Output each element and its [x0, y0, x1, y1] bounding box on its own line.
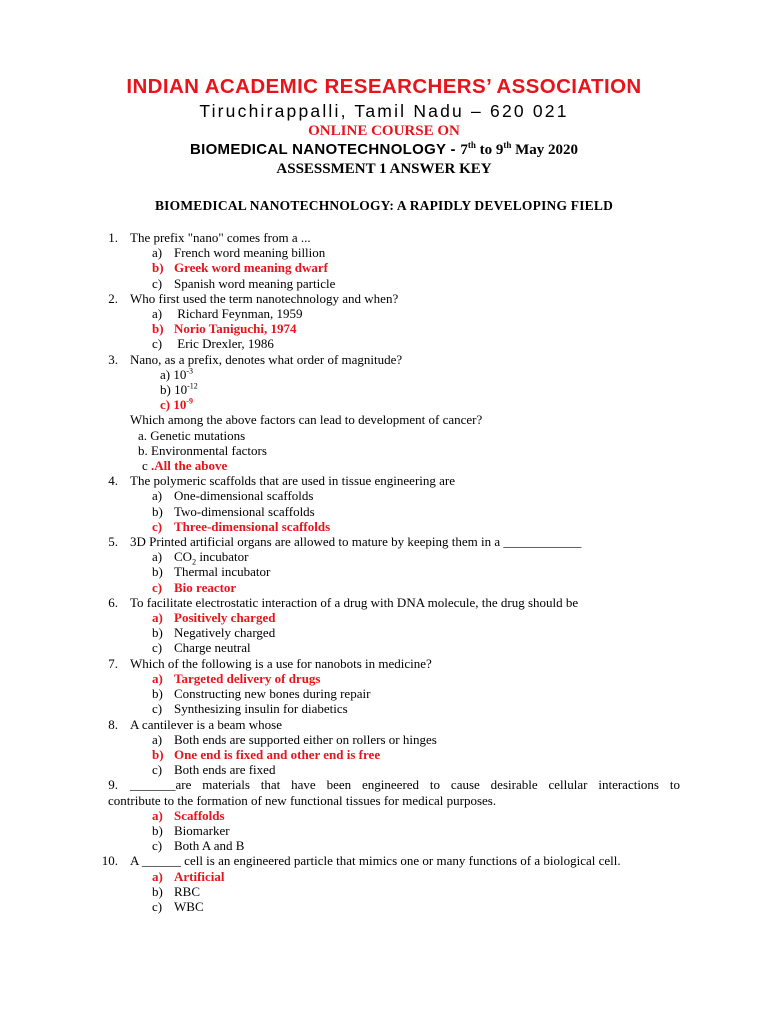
assessment-title: ASSESSMENT 1 ANSWER KEY: [276, 161, 492, 177]
question-number: 1.: [108, 230, 118, 245]
question-number: 2.: [108, 290, 118, 306]
answer-option: [130, 823, 680, 838]
question-text: _______are materials that have been engineered to cause desirable cellular interactions to: [130, 777, 680, 793]
option-text: WBC: [174, 898, 204, 914]
answer-option: [130, 336, 680, 351]
option-text: One-dimensional scaffolds: [174, 488, 314, 504]
option-text: Biomarker: [174, 822, 230, 838]
option-label: a): [152, 245, 163, 261]
option-text: Artificial: [174, 868, 225, 884]
option-text: Two-dimensional scaffolds: [174, 503, 315, 519]
option-text: Both ends are fixed: [174, 762, 276, 778]
option-label: b): [152, 564, 163, 580]
question-number: 10.: [101, 853, 118, 869]
option-text: Targeted delivery of drugs: [174, 670, 321, 686]
correct-answer-option: [130, 397, 680, 412]
option-label: b): [152, 625, 163, 641]
option-label: c): [152, 838, 163, 854]
option-label: b): [152, 503, 163, 519]
option-label: a): [152, 549, 163, 565]
option-exponent: -12: [187, 381, 198, 391]
correct-answer-option: [130, 610, 680, 625]
answer-option: [130, 732, 680, 747]
question: [108, 352, 680, 413]
option-label: a): [152, 670, 163, 686]
answer-option: [130, 899, 680, 914]
option-label: a) 10: [160, 366, 187, 382]
option-text: Positively charged: [174, 610, 276, 626]
question-text-continued: contribute to the formation of new functional tissues for medical purposes.: [108, 792, 497, 808]
course-title: BIOMEDICAL NANOTECHNOLOGY - 7th to 9th May 2020: [189, 140, 579, 158]
option-text-tail: incubator: [196, 549, 249, 565]
option-label: c): [152, 579, 163, 595]
option-label: c) 10: [160, 397, 187, 413]
answer-option: [130, 504, 680, 519]
option-text: Synthesizing insulin for diabetics: [174, 701, 348, 717]
question: [108, 595, 680, 656]
answer-option: [130, 564, 680, 579]
option-label: b) 10: [160, 382, 188, 398]
correct-answer-option: [130, 519, 680, 534]
option-label: c): [152, 640, 163, 656]
correct-answer-option: [130, 321, 680, 336]
option-text: Negatively charged: [174, 625, 276, 641]
option-text: Three-dimensional scaffolds: [174, 518, 331, 534]
option-text: Norio Taniguchi, 1974: [174, 321, 297, 337]
option-text: RBC: [174, 883, 201, 899]
question-text: The prefix "nano" comes from a ...: [130, 230, 311, 245]
option-label: a): [152, 868, 163, 884]
question: [108, 473, 680, 534]
option-text: Scaffolds: [174, 807, 225, 823]
option-label: c: [142, 458, 152, 474]
answer-option: [130, 245, 680, 260]
topic-title: BIOMEDICAL NANOTECHNOLOGY: A RAPIDLY DEVELOPING FIELD: [154, 198, 614, 213]
option-text: Eric Drexler, 1986: [174, 336, 274, 352]
option-label: b): [152, 822, 163, 838]
question-text: A cantilever is a beam whose: [130, 716, 282, 732]
option-label: c): [152, 336, 163, 352]
question: [108, 777, 680, 853]
option-text: Charge neutral: [174, 640, 251, 656]
option-text: Greek word meaning dwarf: [174, 260, 328, 276]
option-text: Thermal incubator: [174, 564, 271, 580]
question-number: 8.: [108, 716, 118, 732]
option-label: a): [152, 807, 163, 823]
answer-option: [130, 884, 680, 899]
question-number: 7.: [108, 655, 118, 671]
correct-answer-option: [130, 808, 680, 823]
online-course-label: ONLINE COURSE ON: [308, 123, 460, 139]
answer-option: [130, 549, 680, 567]
answer-option: [130, 306, 680, 321]
option-label: c): [152, 275, 163, 291]
option-label: a): [152, 610, 163, 626]
correct-answer-option: [130, 747, 680, 762]
option-label: b): [152, 883, 163, 899]
option-text: Bio reactor: [174, 579, 237, 595]
question: [108, 291, 680, 352]
answer-option: b. Environmental factors: [138, 442, 267, 458]
option-exponent: -9: [186, 396, 194, 406]
option-label: c): [152, 518, 163, 534]
correct-answer-option: [130, 580, 680, 595]
option-label: c): [152, 762, 163, 778]
correct-answer-option: [130, 671, 680, 686]
question-text: Nano, as a prefix, denotes what order of magnitude?: [130, 351, 403, 367]
option-text: One end is fixed and other end is free: [174, 746, 381, 762]
correct-answer-option: [130, 260, 680, 275]
question-text: The polymeric scaffolds that are used in tissue engineering are: [130, 473, 456, 489]
answer-option: [130, 762, 680, 777]
answer-option: [130, 382, 680, 397]
answer-option: [130, 838, 680, 853]
question-text: To facilitate electrostatic interaction of a drug with DNA molecule, the drug should be: [130, 594, 579, 610]
question: [108, 534, 680, 595]
question-number: 6.: [108, 594, 118, 610]
option-label: a): [152, 731, 163, 747]
option-text: French word meaning billion: [174, 245, 326, 261]
question-text: Who first used the term nanotechnology and when?: [130, 290, 399, 306]
option-label: b): [152, 746, 164, 762]
option-exponent: -3: [186, 366, 194, 376]
org-location: Tiruchirappalli, Tamil Nadu – 620 021: [199, 101, 569, 121]
option-text: Richard Feynman, 1959: [174, 306, 303, 322]
option-text: CO: [174, 549, 193, 565]
option-label: a): [152, 306, 163, 322]
question-number: 3.: [108, 351, 118, 367]
question-text: Which of the following is a use for nanobots in medicine?: [130, 655, 432, 671]
correct-answer-option: [108, 458, 680, 473]
question-text: A ______ cell is an engineered particle that mimics one or many functions of a biological cell.: [130, 853, 621, 869]
answer-option: [130, 701, 680, 716]
answer-option: [130, 488, 680, 503]
option-label: c): [152, 701, 163, 717]
question-number: 4.: [108, 473, 118, 489]
answer-option: [130, 367, 680, 382]
option-label: b): [152, 686, 163, 702]
answer-option: a. Genetic mutations: [138, 427, 246, 443]
option-text: .All the above: [151, 458, 228, 474]
correct-answer-option: [130, 869, 680, 884]
question-number: 9.: [108, 777, 118, 793]
option-text: Constructing new bones during repair: [174, 686, 371, 702]
question: [108, 656, 680, 717]
answer-option: [130, 686, 680, 701]
question: [108, 717, 680, 778]
question: [108, 230, 680, 291]
org-name: INDIAN ACADEMIC RESEARCHERS’ ASSOCIATION: [126, 75, 642, 98]
option-label: b): [152, 321, 164, 337]
answer-option: [130, 625, 680, 640]
question-text: 3D Printed artificial organs are allowed to mature by keeping them in a ____________: [130, 534, 582, 550]
option-text: Both ends are supported either on rollers or hinges: [174, 731, 437, 747]
option-label: c): [152, 898, 163, 914]
option-label: b): [152, 260, 164, 276]
option-subscript: 2: [192, 557, 197, 567]
option-label: a): [152, 488, 163, 504]
option-text: Spanish word meaning particle: [174, 275, 336, 291]
answer-option: [130, 640, 680, 655]
question-list: [101, 230, 680, 914]
question-number: 5.: [108, 534, 118, 550]
answer-option: [130, 276, 680, 291]
question: [101, 853, 680, 914]
followup-question: Which among the above factors can lead to development of cancer?: [130, 412, 483, 428]
option-text: Both A and B: [174, 838, 245, 854]
